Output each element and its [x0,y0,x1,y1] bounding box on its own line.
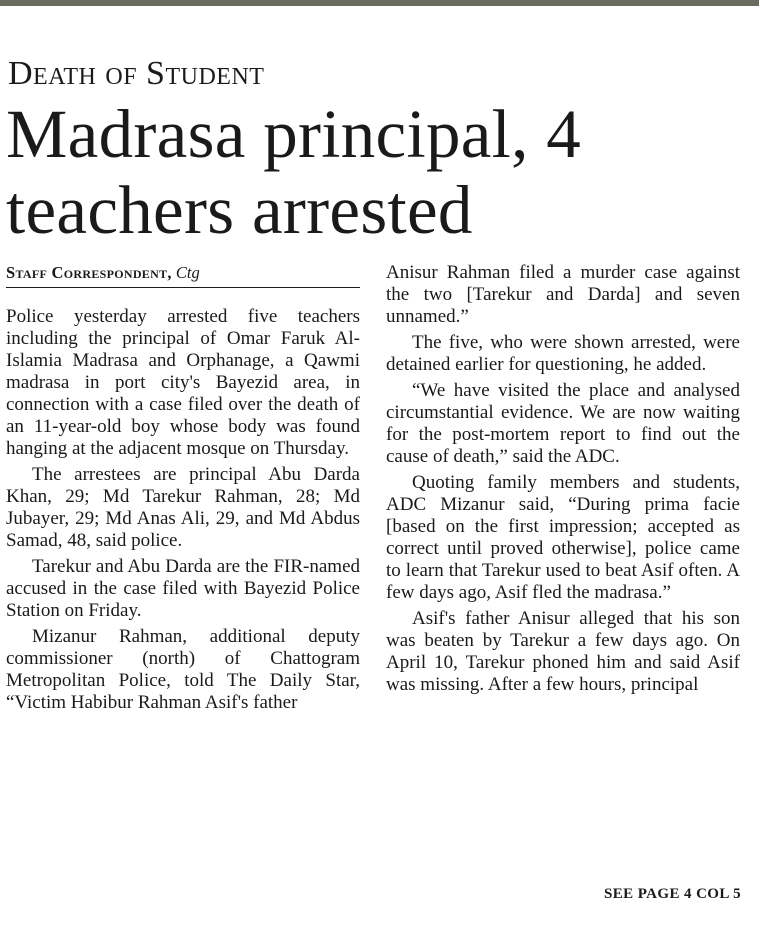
paragraph: The arrestees are principal Abu Darda Khan, 29; Md Tarekur Rahman, 28; Md Jubayer, 29; Md Anas Ali, 29, and Md Abdus Samad, 48, said police. [6,464,360,551]
paragraph: Police yesterday arrested five teachers including the principal of Omar Faruk Al-Islamia Madrasa and Orphanage, a Qawmi madrasa in port city's Bayezid area, in connection with a case filed over the death of an 11-year-old boy whose body was found hanging at the adjacent mosque on Thursday. [6,306,360,459]
byline-place: Ctg [175,263,200,282]
continuation-jump-line: SEE PAGE 4 COL 5 [604,886,741,902]
paragraph: “We have visited the place and analysed circumstantial evidence. We are now waiting for the post-mortem report to find out the cause of death,” said the ADC. [386,380,740,467]
article-headline: Madrasa principal, 4 teachers arrested [6,96,582,248]
paragraph: Tarekur and Abu Darda are the FIR-named accused in the case filed with Bayezid Police Station on Friday. [6,556,360,621]
paragraph: Mizanur Rahman, additional deputy commissioner (north) of Chattogram Metropolitan Police, told The Daily Star, “Victim Habibur Rahman Asif's father [6,626,360,713]
paragraph: Asif's father Anisur alleged that his son was beaten by Tarekur a few days ago. On April 10, Tarekur phoned him and said Asif was missing. After a few hours, principal [386,608,740,695]
top-border-rule [0,0,759,6]
paragraph: The five, who were shown arrested, were detained earlier for questioning, he added. [386,332,740,375]
article-kicker: Death of Student [8,55,265,92]
article-column-left [6,262,360,714]
paragraph: Quoting family members and students, ADC Mizanur said, “During prima facie [based on the first impression; accepted as correct until proved otherwise], police came to learn that Tarekur used to beat Asif often. A few days ago, Asif fled the madrasa.” [386,472,740,603]
byline-name: Staff Correspondent, [6,263,172,282]
article-column-right [386,262,740,696]
paragraph: Anisur Rahman filed a murder case against the two [Tarekur and Darda] and seven unnamed.” [386,262,740,327]
byline [6,262,360,288]
